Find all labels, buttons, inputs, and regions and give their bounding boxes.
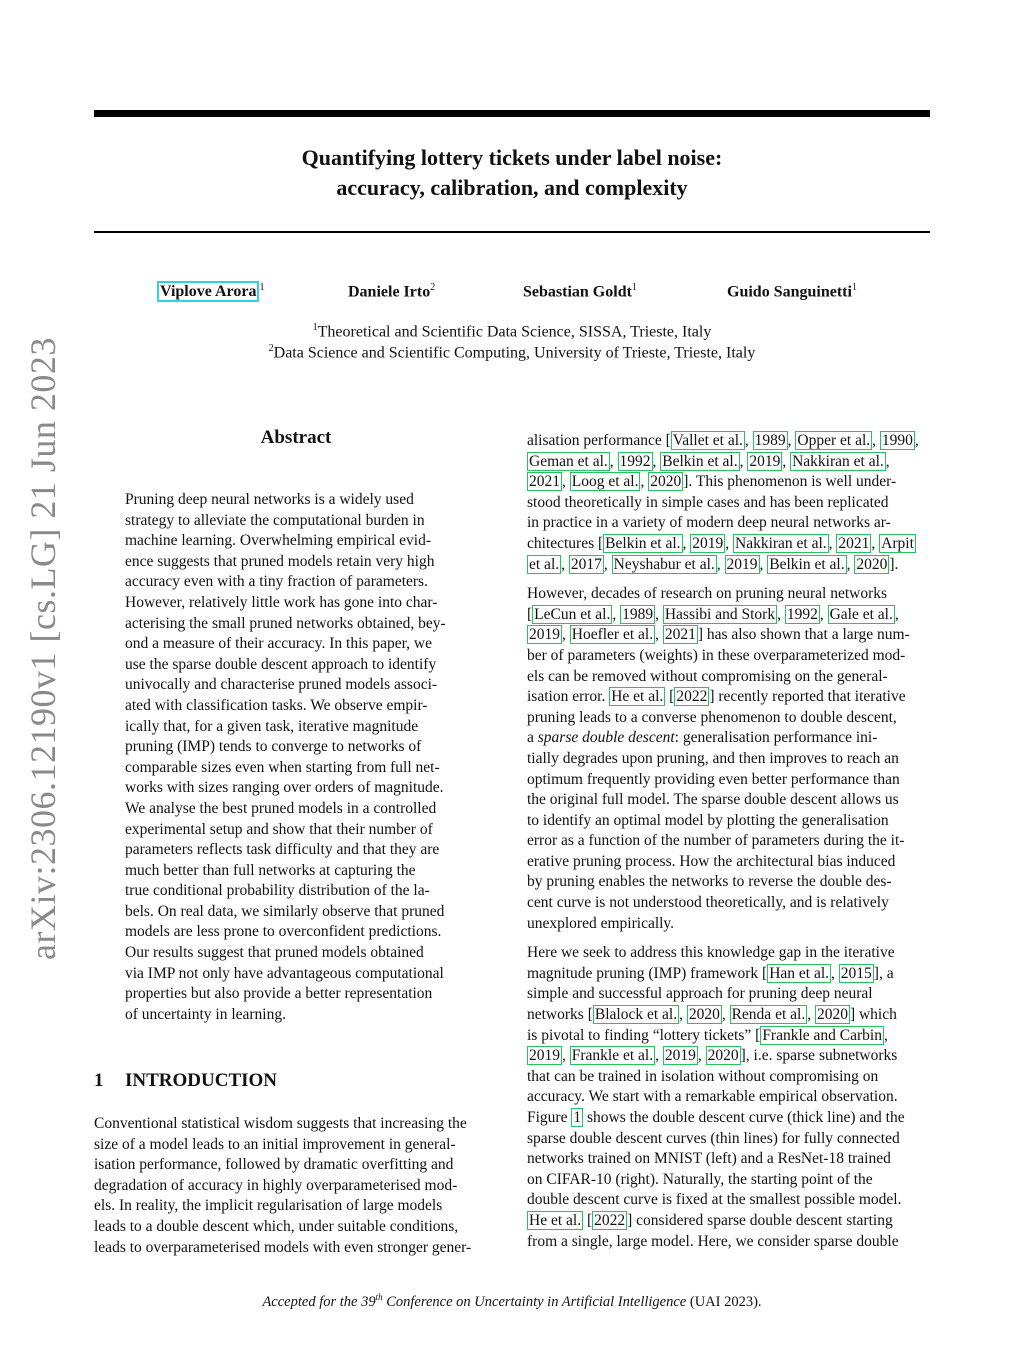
affiliation-1: $^1$Theoretical and Scientific Data Science, SISSA, Trieste, Italy — [312, 322, 712, 341]
citation-link[interactable]: Blalock et al. — [594, 1006, 678, 1024]
citation-link[interactable]: 2020 — [856, 555, 888, 573]
citation-link[interactable]: 2020 — [707, 1047, 739, 1065]
citation-link[interactable]: 2020 — [816, 1006, 848, 1024]
author-2: Daniele Irto$^2$ — [348, 282, 436, 301]
citation-link[interactable]: Geman et al. — [529, 452, 608, 470]
citation-link[interactable]: 2022 — [676, 688, 708, 706]
author-1[interactable]: Viplove Arora $^1$ — [157, 282, 264, 301]
affiliation-2: $^2$Data Science and Scientific Computing, University of Trieste, Trieste, Italy — [268, 343, 756, 362]
author-3: Sebastian Goldt$^1$ — [523, 282, 637, 301]
abstract-body: Pruning deep neural networks is a widely used strategy to alleviate the computational burden in machine learning. Overwhelming empirical evid- ence suggests that pruned models retain very high accuracy even with a tiny fraction of parameters. However, relatively little work has gone into char- acterising the small pruned networks obtained, bey- ond a measure of their accuracy. In this paper, we use the sparse double descent approach to identify univocally and characterise pruned models associ- ated with classification tasks. We observe empir- ically that, for a given task, iterative magnitude pruning (IMP) tends to converge to networks of comparable sizes even when starting from full net- works with sizes ranging over orders of magnitude. We analyse the best pruned models in a controlled experimental setup and show that their number of parameters reflects task difficulty and that they are much better than full networks at capturing the true conditional probability distribution of the la- bels. On real data, we similarly observe that pruned models are less prone to overconfident predictions. Our results suggest that pruned models obtained via IMP not only have advantageous computational properties but also provide a better representation of uncertainty in learning. — [125, 491, 446, 1023]
citation-link[interactable]: 1989 — [754, 432, 786, 449]
paper-title: Quantifying lottery tickets under label noise: accuracy, calibration, and complexity — [301, 145, 723, 200]
citation-link[interactable]: Belkin et al. — [662, 452, 738, 470]
citation-link[interactable]: 1992 — [619, 452, 651, 470]
citation-link[interactable]: 2020 — [650, 473, 682, 491]
citation-link[interactable]: Loog et al. — [571, 473, 639, 491]
citation-link[interactable]: Frankle and Carbin — [762, 1026, 882, 1044]
title-rule — [94, 231, 930, 233]
citation-link[interactable]: Hoefler et al. — [571, 626, 654, 644]
citation-link[interactable]: Nakkiran et al. — [792, 452, 884, 470]
citation-link[interactable]: 2022 — [594, 1211, 626, 1229]
citation-link[interactable]: 2021 — [838, 534, 870, 552]
citation-link[interactable]: Frankle et al. — [571, 1047, 654, 1065]
citation-link[interactable]: 2019 — [726, 555, 758, 573]
citation-link[interactable]: 1990 — [881, 432, 913, 449]
citation-link[interactable]: Nakkiran et al. — [735, 534, 827, 552]
citation-link[interactable]: 2019 — [664, 1047, 696, 1065]
citation-link[interactable]: LeCun et al. — [534, 605, 611, 623]
citation-link[interactable]: 2021 — [664, 626, 696, 644]
citation-link[interactable]: 2019 — [749, 452, 781, 470]
citation-link[interactable]: Neyshabur et al. — [613, 555, 715, 573]
figure-link[interactable]: 1 — [573, 1109, 582, 1126]
introduction-body: Conventional statistical wisdom suggests that increasing the size of a model leads to an initial improvement in general- isation performance, followed by dramatic overfitting and degradation of accuracy in highly overparameterised mod- els. In reality, the implicit regularisation of large models leads to a double descent which, under suitable conditions, leads to overparameterised models with even stronger gener- — [94, 1115, 472, 1256]
citation-link[interactable]: Vallet et al. — [672, 432, 743, 449]
citation-link[interactable]: Gale et al. — [829, 605, 893, 623]
citation-link[interactable]: Belkin et al. — [769, 555, 845, 573]
section-heading-introduction: 1 INTRODUCTION — [94, 1070, 278, 1091]
citation-link[interactable]: 2019 — [529, 626, 560, 644]
citation-link[interactable]: 1989 — [622, 605, 654, 623]
citation-link[interactable]: et al. — [529, 555, 560, 573]
right-column: alisation performance [ Vallet et al. , 1989 , Opper et al. , 1990 , Geman et al. , 1992 , Belkin et al. , 2019 , Nakkiran et al. , 2021 , Loog et al. , 2020 ]. This phenomenon is well under- stood theoretically in simple cases and has been replicated in practice in a variety of modern deep neural networks ar- chitectures [ Belkin et al. , 2019 , Nakkiran et al. , 2021 , Arpit et al. , 2017 , Neyshabur et al. , 2019 , Belkin et al. , 2020 ]. However, decades of research on pruning neural networks [ LeCun et al. , 1989 , Hassibi and Stork , 1992 , Gale et al. , 2019 , Hoefler et al. , 2021 ] has also shown that a large num- ber of parameters (weights) in these overparameterized mod- els can be removed without compromising on the general- isation error. He et al. [ 2022 ] recently reported that iterative pruning leads to a converse phenomenon to double descent, a sparse double descent: generalisation performance ini- tially degrades upon pruning, and then improves to reach an optimum frequently providing even better performance than the original full model. The sparse double descent allows us to identify an optimal model by plotting the generalisation error as a function of the number of parameters during the it- erative pruning process. How the architectural bias induced by pruning enables the networks to reverse the double des- cent curve is not understood theoretically, and is relatively unexplored empirically. Here we seek to address this knowledge gap in the iterative magnitude pruning (IMP) framework [ Han et al. , 2015 ], a simple and successful approach for pruning deep neural networks [ Blalock et al. , 2020 , Renda et al. , 2020 ] which is pivotal to finding “lottery tickets” [ Frankle and Carbin , 2019 , Frankle et al. , 2019 , 2020 ], i.e. sparse subnetworks that can be trained in isolation without compromising on accuracy. We start with a remarkable empirical observation. Figure 1 shows the double descent curve (thick line) and the sparse double descent curves (thin lines) for fully connected networks trained on MNIST (left) and a ResNet-18 trained on CIFAR-10 (right). Naturally, the starting point of the double descent curve is fixed at the smallest possible model. He et al. [ 2022 ] considered sparse double descent starting from a single, large model. Here, we consider sparse double — [527, 432, 919, 1250]
citation-link[interactable]: 2019 — [692, 534, 724, 552]
author-4: Guido Sanguinetti$^1$ — [727, 282, 857, 301]
citation-link[interactable]: Opper et al. — [797, 432, 871, 449]
top-rule — [94, 110, 930, 117]
citation-link[interactable]: 2021 — [529, 473, 560, 491]
citation-link[interactable]: Belkin et al. — [605, 534, 681, 552]
citation-link[interactable]: 2017 — [570, 555, 602, 573]
citation-link[interactable]: 2019 — [529, 1047, 560, 1065]
citation-link[interactable]: 1992 — [786, 605, 818, 623]
citation-link[interactable]: He et al. — [611, 688, 664, 706]
citation-link[interactable]: Hassibi and Stork — [664, 605, 776, 623]
citation-link[interactable]: Arpit — [881, 534, 914, 552]
citation-link[interactable]: Renda et al. — [731, 1006, 806, 1024]
citation-link[interactable]: 2015 — [840, 964, 872, 982]
citation-link[interactable]: 2020 — [688, 1006, 720, 1024]
abstract-heading: Abstract — [260, 427, 332, 448]
citation-link[interactable]: He et al. — [529, 1211, 582, 1229]
citation-link[interactable]: Han et al. — [769, 964, 830, 982]
footer-note: Accepted for the 39th Conference on Uncertainty in Artificial Intelligence (UAI 2023). — [262, 1292, 762, 1310]
arxiv-stamp: arXiv:2306.12190v1 [cs.LG] 21 Jun 2023 — [23, 337, 63, 960]
